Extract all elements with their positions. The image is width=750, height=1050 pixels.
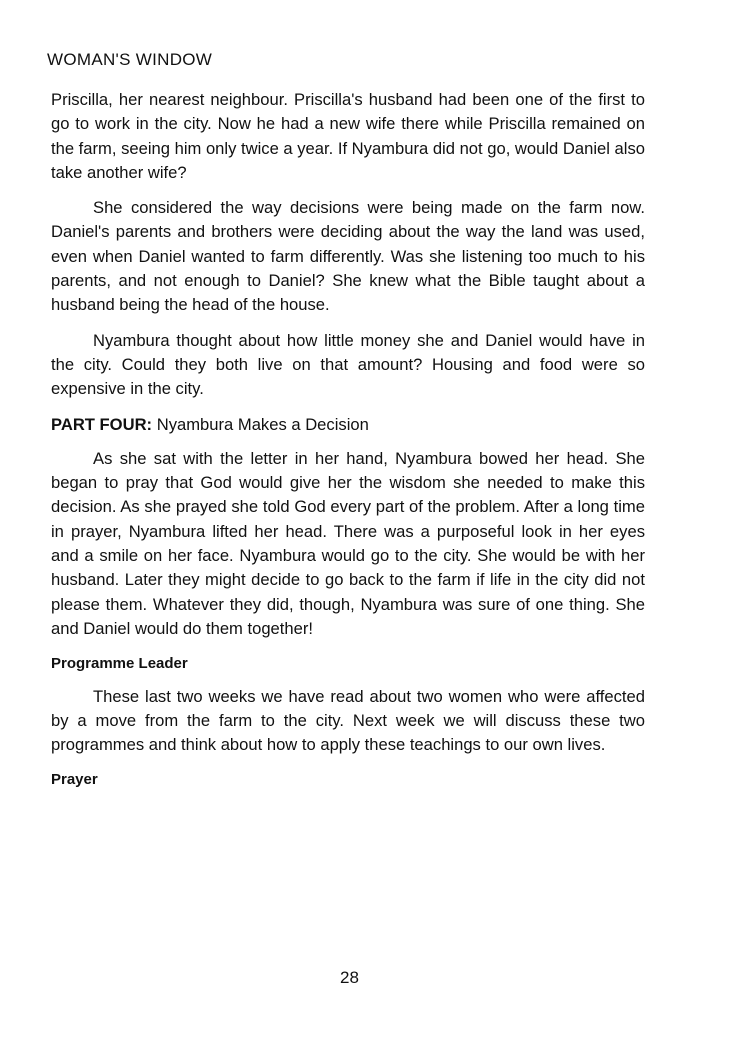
body-text [51,88,645,801]
paragraph: Nyambura thought about how little money she and Daniel would have in the city. Could they both live on that amount? Housing and food were so expensive in the city. [51,330,645,399]
paragraph: These last two weeks we have read about two women who were affected by a move from the farm to the city. Next week we will discuss these two programmes and think about how to apply these teachings to our own lives. [51,686,645,755]
running-header: WOMAN'S WINDOW [47,50,213,69]
prayer-heading: Prayer [51,771,98,789]
part-label: PART FOUR: [51,414,153,434]
paragraph: She considered the way decisions were being made on the farm now. Daniel's parents and brothers were deciding about the way the land was used, even when Daniel wanted to farm differently. Was she listening too much to his parents, and not enough to Daniel? She knew what the Bible taught about a husband being the head of the house. [51,198,645,315]
part-heading [51,413,645,437]
paragraph: Priscilla, her nearest neighbour. Priscilla's husband had been one of the first to go to work in the city. Now he had a new wife there while Priscilla remained on the farm, seeing him only twice a year. If Nyambura did not go, would Daniel also take another wife? [51,90,645,182]
page-number: 28 [340,968,359,987]
paragraph: As she sat with the letter in her hand, Nyambura bowed her head. She began to pray that God would give her the wisdom she needed to make this decision. As she prayed she told God every part of the problem. After a long time in prayer, Nyambura lifted her head. There was a purposeful look in her eyes and a smile on her face. Nyambura would go to the city. She would be with her husband. Later they might decide to go back to the farm if life in the city did not please them. Whatever they did, though, Nyambura was sure of one thing. She and Daniel would do them together! [51,448,645,638]
leader-heading: Programme Leader [51,655,188,673]
part-title: Nyambura Makes a Decision [156,414,369,434]
